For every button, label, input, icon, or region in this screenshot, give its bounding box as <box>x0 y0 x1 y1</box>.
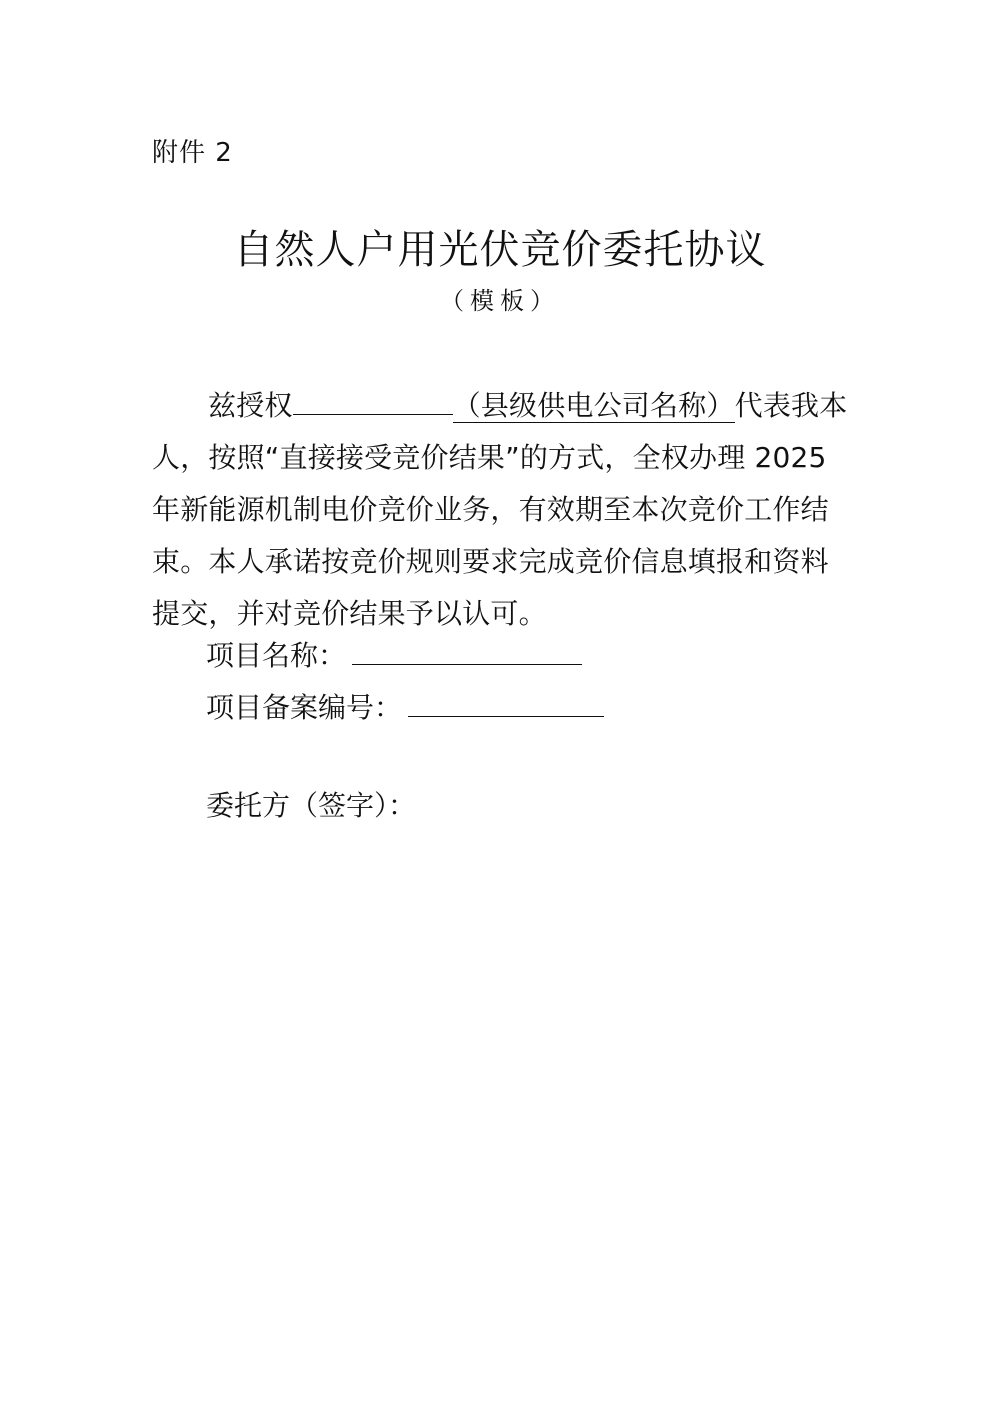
project-name-blank[interactable] <box>352 636 582 665</box>
project-name-field <box>206 636 582 676</box>
authorization-text: 代表我本人，按照“直接接受竞价结果”的方式，全权办理 2025 年新能源机制电价竞价业务，有效期至本次竞价工作结束。本人承诺按竞价规则要求完成竞价信息填报和资料提交，并对竞价结果予以认可。 <box>152 389 848 630</box>
authorization-paragraph <box>152 380 852 640</box>
project-record-blank[interactable] <box>408 688 604 717</box>
project-name-label: 项目名称： <box>206 639 347 672</box>
client-signature-field <box>206 786 416 826</box>
attachment-label: 附件 2 <box>152 138 233 168</box>
project-record-label: 项目备案编号： <box>206 691 403 724</box>
authorization-prefix: 兹授权 <box>208 389 293 422</box>
document-subtitle: （模板） <box>440 287 560 315</box>
project-record-field <box>206 688 604 728</box>
document-title: 自然人户用光伏竞价委托协议 <box>233 227 767 273</box>
company-name-placeholder: （县级供电公司名称） <box>452 389 735 422</box>
client-signature-label: 委托方（签字）： <box>206 789 417 822</box>
agreement-body <box>152 380 852 640</box>
company-name-blank[interactable] <box>293 380 453 415</box>
